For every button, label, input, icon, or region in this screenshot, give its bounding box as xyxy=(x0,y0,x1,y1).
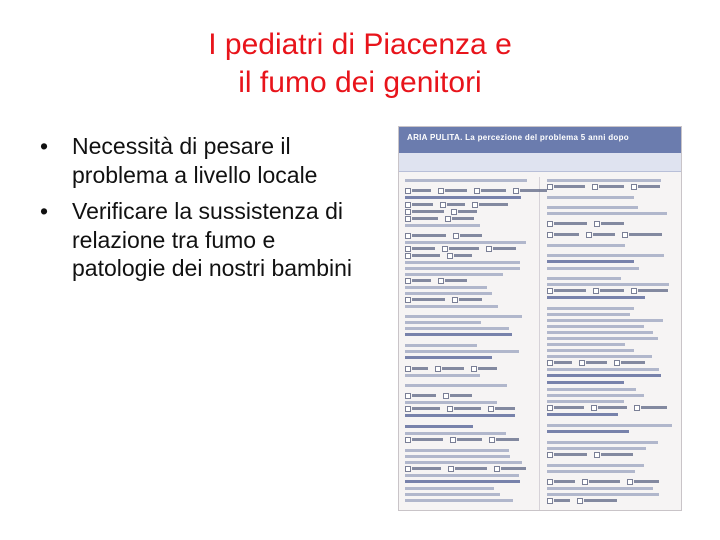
checkbox-icon xyxy=(447,406,453,412)
scan-text-line xyxy=(586,361,607,364)
checkbox-icon xyxy=(594,221,600,227)
scan-text-line xyxy=(412,210,444,213)
questionnaire-banner xyxy=(399,127,681,153)
scan-text-line xyxy=(547,493,659,496)
scan-text-line xyxy=(547,388,636,391)
scan-text-line xyxy=(547,374,661,377)
scan-text-line xyxy=(554,499,570,502)
scan-text-line xyxy=(412,189,431,192)
scan-text-line xyxy=(405,344,477,347)
checkbox-icon xyxy=(438,188,444,194)
checkbox-icon xyxy=(486,246,492,252)
scan-text-line xyxy=(405,241,526,244)
scan-text-line xyxy=(405,374,480,377)
scan-text-line xyxy=(547,267,639,270)
checkbox-icon xyxy=(547,452,553,458)
scan-text-line xyxy=(638,289,668,292)
checkbox-icon xyxy=(443,393,449,399)
scan-text-line xyxy=(405,224,480,227)
scan-text-line xyxy=(405,425,473,428)
scan-text-line xyxy=(547,313,630,316)
checkbox-icon xyxy=(489,437,495,443)
scan-text-line xyxy=(584,499,617,502)
scan-text-line xyxy=(405,432,506,435)
scan-text-line xyxy=(547,296,645,299)
scan-text-line xyxy=(547,400,624,403)
scan-text-line xyxy=(547,254,664,257)
scan-text-line xyxy=(412,394,436,397)
checkbox-icon xyxy=(547,232,553,238)
checkbox-icon xyxy=(547,221,553,227)
scan-text-line xyxy=(479,203,508,206)
scan-text-line xyxy=(547,349,634,352)
questionnaire-image xyxy=(398,126,682,511)
scan-text-line xyxy=(547,337,658,340)
scan-text-line xyxy=(601,222,624,225)
bullet-text: Necessità di pesare il problema a livello locale xyxy=(72,133,318,188)
scan-text-line xyxy=(547,381,624,384)
scan-text-line xyxy=(634,480,659,483)
bullet-item xyxy=(40,132,360,189)
scan-text-line xyxy=(601,453,634,456)
checkbox-icon xyxy=(577,498,583,504)
checkbox-icon xyxy=(634,405,640,411)
scan-text-line xyxy=(455,467,487,470)
checkbox-icon xyxy=(438,278,444,284)
checkbox-icon xyxy=(594,452,600,458)
checkbox-icon xyxy=(591,405,597,411)
checkbox-icon xyxy=(579,360,585,366)
checkbox-icon xyxy=(405,278,411,284)
scan-text-line xyxy=(405,350,519,353)
checkbox-icon xyxy=(405,366,411,372)
checkbox-icon xyxy=(435,366,441,372)
checkbox-icon xyxy=(447,253,453,259)
scan-text-line xyxy=(459,298,482,301)
slide-title-line-2: il fumo dei genitori xyxy=(238,66,482,99)
scan-text-line xyxy=(405,461,522,464)
questionnaire-right-column xyxy=(547,177,675,510)
scan-text-line xyxy=(547,343,625,346)
scan-text-line xyxy=(547,196,634,199)
scan-text-line xyxy=(405,196,521,199)
questionnaire-banner-text: ARIA PULITA. La percezione del problema 5 anni dopo xyxy=(407,133,629,142)
scan-text-line xyxy=(450,394,473,397)
bullet-icon: • xyxy=(40,198,49,224)
checkbox-icon xyxy=(614,360,620,366)
scan-text-line xyxy=(547,355,652,358)
checkbox-icon xyxy=(451,209,457,215)
scan-text-line xyxy=(454,407,481,410)
checkbox-icon xyxy=(592,184,598,190)
slide-title-line-1: I pediatri di Piacenza e xyxy=(208,28,512,61)
bullet-item xyxy=(40,197,360,283)
checkbox-icon xyxy=(405,188,411,194)
scan-text-line xyxy=(449,247,479,250)
scan-text-line xyxy=(412,247,435,250)
scan-text-line xyxy=(547,430,629,433)
scan-text-line xyxy=(412,298,445,301)
checkbox-icon xyxy=(405,209,411,215)
checkbox-icon xyxy=(405,406,411,412)
checkbox-icon xyxy=(405,216,411,222)
scan-text-line xyxy=(405,261,520,264)
scan-text-line xyxy=(520,189,547,192)
checkbox-icon xyxy=(582,479,588,485)
scan-text-line xyxy=(547,260,634,263)
scan-text-line xyxy=(547,441,658,444)
checkbox-icon xyxy=(405,437,411,443)
scan-text-line xyxy=(458,210,477,213)
checkbox-icon xyxy=(405,393,411,399)
scan-text-line xyxy=(547,283,669,286)
scan-text-line xyxy=(405,273,503,276)
scan-text-line xyxy=(452,217,474,220)
scan-text-line xyxy=(600,289,624,292)
scan-text-line xyxy=(547,487,653,490)
scan-text-line xyxy=(405,449,509,452)
scan-text-line xyxy=(405,455,510,458)
scan-text-line xyxy=(547,277,621,280)
scan-text-line xyxy=(445,279,467,282)
checkbox-icon xyxy=(448,466,454,472)
scan-text-line xyxy=(405,414,515,417)
checkbox-icon xyxy=(453,233,459,239)
checkbox-icon xyxy=(631,288,637,294)
scan-text-line xyxy=(405,384,507,387)
scan-text-line xyxy=(412,467,441,470)
scan-text-line xyxy=(405,480,520,483)
scan-text-line xyxy=(481,189,506,192)
bullet-icon: • xyxy=(40,133,49,159)
scan-text-line xyxy=(547,447,646,450)
scan-text-line xyxy=(445,189,468,192)
scan-text-line xyxy=(412,367,428,370)
scan-text-line xyxy=(412,234,446,237)
scan-text-line xyxy=(405,292,492,295)
scan-text-line xyxy=(405,305,498,308)
scan-text-line xyxy=(554,480,575,483)
scan-text-line xyxy=(442,367,464,370)
questionnaire-body xyxy=(399,177,681,510)
scan-text-line xyxy=(405,487,494,490)
checkbox-icon xyxy=(450,437,456,443)
scan-text-line xyxy=(405,321,481,324)
scan-text-line xyxy=(547,325,644,328)
checkbox-icon xyxy=(472,202,478,208)
scan-text-line xyxy=(405,401,497,404)
scan-text-line xyxy=(405,315,522,318)
checkbox-icon xyxy=(405,233,411,239)
scan-text-line xyxy=(495,407,515,410)
scan-text-line xyxy=(547,331,653,334)
scan-text-line xyxy=(405,267,520,270)
questionnaire-subheader xyxy=(399,153,681,172)
scan-text-line xyxy=(621,361,645,364)
checkbox-icon xyxy=(547,288,553,294)
scan-text-line xyxy=(496,438,519,441)
checkbox-icon xyxy=(488,406,494,412)
checkbox-icon xyxy=(631,184,637,190)
checkbox-icon xyxy=(593,288,599,294)
scan-text-line xyxy=(493,247,516,250)
scan-text-line xyxy=(641,406,667,409)
slide-title xyxy=(150,26,570,102)
scan-text-line xyxy=(412,254,440,257)
checkbox-icon xyxy=(547,184,553,190)
scan-text-line xyxy=(405,474,519,477)
checkbox-icon xyxy=(586,232,592,238)
scan-text-line xyxy=(629,233,662,236)
scan-text-line xyxy=(638,185,659,188)
scan-text-line xyxy=(554,233,579,236)
bullet-text: Verificare la sussistenza di relazione tra fumo e patologie dei nostri bambini xyxy=(72,198,353,281)
scan-text-line xyxy=(547,244,625,247)
checkbox-icon xyxy=(405,202,411,208)
scan-text-line xyxy=(554,406,584,409)
scan-text-line xyxy=(547,179,661,182)
scan-text-line xyxy=(412,279,431,282)
scan-text-line xyxy=(501,467,526,470)
scan-text-line xyxy=(405,286,487,289)
scan-text-line xyxy=(478,367,497,370)
checkbox-icon xyxy=(627,479,633,485)
scan-text-line xyxy=(405,356,492,359)
bullet-list xyxy=(40,132,360,291)
scan-text-line xyxy=(447,203,465,206)
checkbox-icon xyxy=(622,232,628,238)
scan-text-line xyxy=(412,217,438,220)
scan-text-line xyxy=(547,413,618,416)
scan-text-line xyxy=(547,206,638,209)
scan-text-line xyxy=(547,394,644,397)
checkbox-icon xyxy=(471,366,477,372)
scan-text-line xyxy=(554,361,572,364)
scan-text-line xyxy=(457,438,482,441)
checkbox-icon xyxy=(513,188,519,194)
checkbox-icon xyxy=(405,466,411,472)
scan-text-line xyxy=(554,222,587,225)
scan-text-line xyxy=(554,289,586,292)
scan-text-line xyxy=(547,470,635,473)
scan-text-line xyxy=(547,212,667,215)
scan-text-line xyxy=(412,203,433,206)
scan-text-line xyxy=(554,185,585,188)
checkbox-icon xyxy=(474,188,480,194)
scan-text-line xyxy=(599,185,624,188)
scan-text-line xyxy=(593,233,616,236)
checkbox-icon xyxy=(547,498,553,504)
scan-text-line xyxy=(412,438,443,441)
checkbox-icon xyxy=(452,297,458,303)
scan-text-line xyxy=(547,424,672,427)
scan-text-line xyxy=(589,480,620,483)
questionnaire-left-column xyxy=(405,177,533,510)
scan-text-line xyxy=(405,333,512,336)
checkbox-icon xyxy=(547,360,553,366)
scan-text-line xyxy=(405,327,509,330)
scan-text-line xyxy=(454,254,471,257)
scan-text-line xyxy=(405,493,500,496)
checkbox-icon xyxy=(440,202,446,208)
scan-text-line xyxy=(598,406,627,409)
column-divider xyxy=(539,177,540,510)
scan-text-line xyxy=(412,407,440,410)
scan-text-line xyxy=(405,499,513,502)
scan-text-line xyxy=(547,368,659,371)
checkbox-icon xyxy=(405,246,411,252)
checkbox-icon xyxy=(445,216,451,222)
scan-text-line xyxy=(460,234,483,237)
scan-text-line xyxy=(554,453,587,456)
scan-text-line xyxy=(547,307,634,310)
scan-text-line xyxy=(405,179,527,182)
checkbox-icon xyxy=(405,253,411,259)
scan-text-line xyxy=(547,464,644,467)
checkbox-icon xyxy=(547,479,553,485)
checkbox-icon xyxy=(405,297,411,303)
checkbox-icon xyxy=(442,246,448,252)
checkbox-icon xyxy=(547,405,553,411)
checkbox-icon xyxy=(494,466,500,472)
scan-text-line xyxy=(547,319,663,322)
